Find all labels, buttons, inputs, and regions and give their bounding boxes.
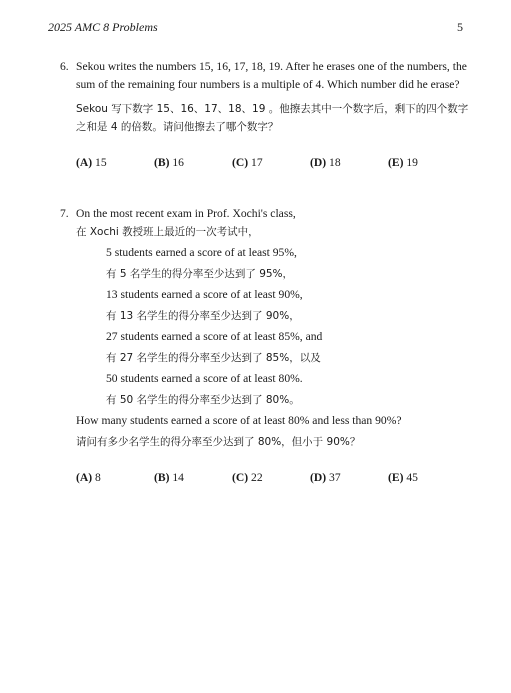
problem-body: [76, 58, 470, 136]
answer-choice-c: (C) 17: [232, 156, 263, 169]
answer-choices: [76, 469, 470, 487]
list-item-zh: 有 13 名学生的得分率至少达到了 90%，: [106, 310, 300, 322]
problem-number: 6.: [60, 60, 69, 73]
problem-6: [60, 58, 470, 172]
list-item-en: 27 students earned a score of at least 85%, and: [106, 330, 323, 343]
list-item-zh: 有 50 名学生的得分率至少达到了 80%。: [106, 394, 300, 406]
answer-choice-b: (B) 16: [154, 156, 184, 169]
problem-question-en: How many students earned a score of at least 80% and less than 90%?: [76, 414, 402, 427]
problem-text-zh: Sekou 写下数字 15、16、17、18、19 。他擦去其中一个数字后，剩下的四个数字: [76, 103, 469, 115]
answer-choice-d: (D) 18: [310, 156, 341, 169]
problem-text-en: Sekou writes the numbers 15, 16, 17, 18, 19. After he erases one of the numbers, the: [76, 60, 467, 73]
answer-choice-c: (C) 22: [232, 471, 263, 484]
list-item-en: 13 students earned a score of at least 90%,: [106, 288, 303, 301]
answer-choices: [76, 154, 470, 172]
page-number: 5: [457, 20, 463, 34]
list-item-zh: 有 27 名学生的得分率至少达到了 85%，以及: [106, 352, 321, 364]
list-item-en: 50 students earned a score of at least 80%.: [106, 372, 303, 385]
answer-choice-e: (E) 19: [388, 156, 418, 169]
problem-intro-zh: 在 Xochi 教授班上最近的一次考试中，: [76, 226, 259, 238]
problem-text-zh: 之和是 4 的倍数。请问他擦去了哪个数字？: [76, 121, 279, 133]
problem-text-en: sum of the remaining four numbers is a multiple of 4. Which number did he erase?: [76, 78, 460, 91]
header-title: 2025 AMC 8 Problems: [48, 20, 158, 34]
answer-choice-e: (E) 45: [388, 471, 418, 484]
answer-choice-a: (A) 15: [76, 156, 107, 169]
answer-choice-a: (A) 8: [76, 471, 101, 484]
problem-intro-en: On the most recent exam in Prof. Xochi's class,: [76, 207, 296, 220]
answer-choice-b: (B) 14: [154, 471, 184, 484]
list-item-zh: 有 5 名学生的得分率至少达到了 95%，: [106, 268, 294, 280]
page-header: [48, 20, 463, 36]
problem-body: [76, 205, 470, 451]
problem-7: [60, 205, 470, 487]
problem-number: 7.: [60, 207, 69, 220]
answer-choice-d: (D) 37: [310, 471, 341, 484]
problem-question-zh: 请问有多少名学生的得分率至少达到了 80%，但小于 90%？: [76, 436, 361, 448]
list-item-en: 5 students earned a score of at least 95%,: [106, 246, 297, 259]
